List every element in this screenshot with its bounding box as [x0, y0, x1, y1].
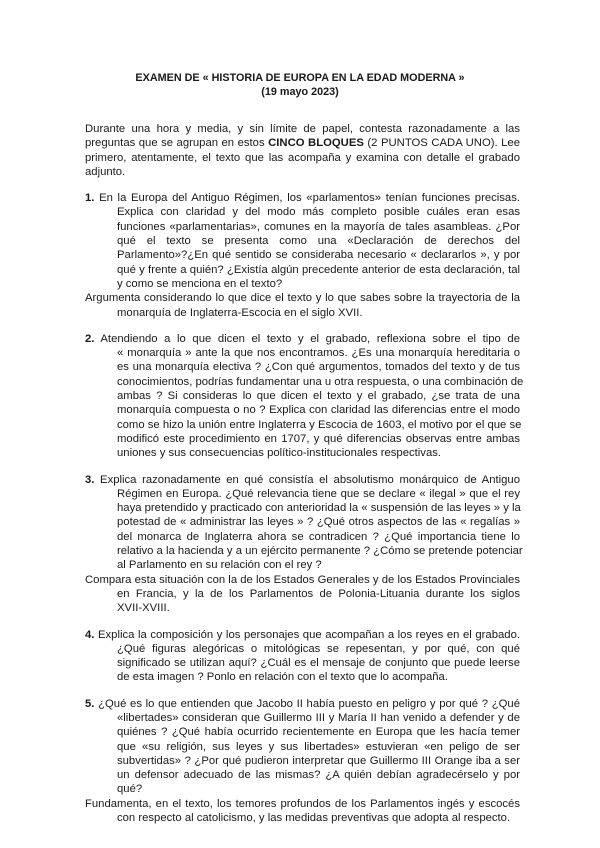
- question-5: [85, 697, 520, 826]
- question-line: Explica con claridad y del modo más completo posible cuáles eran esas: [117, 206, 520, 219]
- followup-line: Argumenta considerando lo que dice el texto y lo que sabes sobre la trayectoria de la: [85, 292, 520, 305]
- question-4: [85, 628, 520, 685]
- question-text: Atendiendo a lo que dicen el texto y el grabado, reflexiona sobre el tipo de: [94, 332, 520, 345]
- question-number: 2.: [85, 332, 95, 345]
- question-line: [85, 628, 520, 642]
- question-line: qué y frente a quién? ¿Existía algún precedente anterior de esta declaración, tal: [117, 263, 520, 276]
- question-text: ¿Qué es lo que entienden que Jacobo II había puesto en peligro y por qué ? ¿Qué: [94, 697, 520, 710]
- question-line: Parlamento»?¿En qué sentido se consideraba necesario « declararlos », y por: [117, 249, 520, 262]
- intro-line: [85, 136, 520, 150]
- question-line: subvertidas» ? ¿Por qué pudieron interpretar que Guillermo III Orange iba a ser: [117, 754, 520, 767]
- question-line: de esta imagen ? Ponlo en relación con el texto que lo acompaña.: [117, 671, 448, 684]
- question-line: ambas ? Si consideras lo que dicen el texto y el grabado, ¿se trata de una: [117, 390, 520, 403]
- intro-line: primero, atentamente, el texto que las acompaña y examina con detalle el grabado: [85, 151, 520, 164]
- question-text: Explica razonadamente en qué consistía el absolutismo monárquico de Antiguo: [94, 473, 520, 486]
- question-line: uniones y sus consecuencias político-institucionales respectivas.: [117, 447, 442, 460]
- question-line: relativo a la hacienda y a un ejército permanente ? ¿Cómo se pretende potenciar: [117, 545, 523, 558]
- followup-line: XVII-XVIII.: [117, 602, 170, 615]
- question-3: [85, 473, 523, 616]
- question-line: haya pretendido y practicado con anterioridad la « suspensión de las leyes » y la: [117, 502, 521, 515]
- followup-line: con respecto al catolicismo, y las medidas preventivas que adopta al respecto.: [117, 812, 511, 825]
- exam-body: [85, 122, 524, 825]
- question-line: ¿Qué figuras alegóricas o mitológicas se repesentan, y por qué, con qué: [117, 642, 520, 655]
- question-line: [85, 697, 520, 711]
- followup-line: monarquía de Inglaterra-Escocia en el siglo XVII.: [117, 306, 363, 319]
- question-line: « monarquía » ante la que nos encontramos. ¿Es una monarquía hereditaria o: [117, 347, 520, 360]
- question-line: [85, 332, 520, 346]
- question-line: como se hizo la unión entre Inglaterra y Escocia de 1603, el motivo por el que se: [117, 418, 522, 431]
- question-line: [85, 473, 520, 487]
- question-line: funciones «parlamentarias», comunes en la mayoría de tales asambleas. ¿Por: [117, 220, 520, 233]
- question-line: [85, 191, 520, 205]
- intro-bold: CINCO BLOQUES: [268, 137, 364, 150]
- intro-line: adjunto.: [85, 165, 126, 178]
- question-number: 3.: [85, 473, 95, 486]
- intro-text: preguntas que se agrupan en estos: [85, 137, 269, 150]
- question-line: un defensor adecuado de las mismas? ¿A quién debían agradecérselo y por: [117, 769, 520, 782]
- question-line: modificó este procedimiento en 1707, y qué diferencias observas entre ambas: [117, 432, 520, 445]
- intro-line: Durante una hora y media, y sin límite de papel, contesta razonadamente a las: [85, 123, 520, 135]
- question-number: 1.: [85, 192, 95, 205]
- question-line: al Parlamento en su relación con el rey ?: [117, 559, 322, 572]
- question-1: [85, 191, 520, 320]
- followup-line: en Francia, y la de los Parlamentos de Polonia-Lituania durante los siglos: [117, 587, 520, 600]
- question-line: significado se utilizan aquí? ¿Cuál es el mensaje de conjunto que puede leerse: [117, 657, 520, 670]
- question-line: potestad de « administrar las leyes » ? ¿Qué otros aspectos de las « regalías »: [117, 516, 520, 529]
- question-text: En la Europa del Antiguo Régimen, los «parlamentos» tenían funciones precisas.: [94, 192, 520, 205]
- question-line: conocimientos, podrías fundamentar una u otra respuesta, o una combinación de: [117, 375, 524, 388]
- exam-title: EXAMEN DE « HISTORIA DE EUROPA EN LA EDAD MODERNA »: [135, 72, 465, 84]
- question-2: [85, 332, 524, 461]
- followup-line: Compara esta situación con la de los Estados Generales y de los Estados Provinciales: [85, 573, 520, 586]
- question-line: monarquía compuesta o no ? Explica con claridad las diferencias entre el modo: [117, 404, 520, 417]
- question-line: y como se menciona en el texto?: [117, 277, 283, 290]
- question-line: qué el texto se presenta como una «Declaración de derechos del: [117, 235, 520, 248]
- question-line: es una monarquía electiva ? ¿Con qué argumentos, tomados del texto y de tus: [117, 361, 520, 374]
- question-number: 4.: [85, 628, 95, 641]
- exam-date: (19 mayo 2023): [261, 86, 339, 98]
- intro-text: (2 PUNTOS CADA UNO). Lee: [363, 137, 520, 150]
- question-line: que «su religión, sus leyes y sus libertades» estuvieran «en peligo de ser: [117, 740, 520, 753]
- question-line: «libertades» consideran que Guillermo III y María II han venido a defender y de: [117, 711, 520, 724]
- instructions: [85, 122, 520, 179]
- question-line: del monarca de Inglaterra ahora se contradicen ? ¿Qué importancia tiene lo: [117, 530, 520, 543]
- followup-line: Fundamenta, en el texto, los temores profundos de los Parlamentos ingés y escocés: [85, 797, 520, 810]
- question-line: quiénes ? ¿Qué había ocurrido recientemente en Europa que les hacía temer: [117, 726, 520, 739]
- question-number: 5.: [85, 697, 95, 710]
- question-line: Régimen en Europa. ¿Qué relevancia tiene que se declare « ilegal » que el rey: [117, 487, 520, 500]
- question-line: qué?: [117, 783, 143, 796]
- question-text: Explica la composición y los personajes que acompañan a los reyes en el grabado.: [94, 628, 520, 641]
